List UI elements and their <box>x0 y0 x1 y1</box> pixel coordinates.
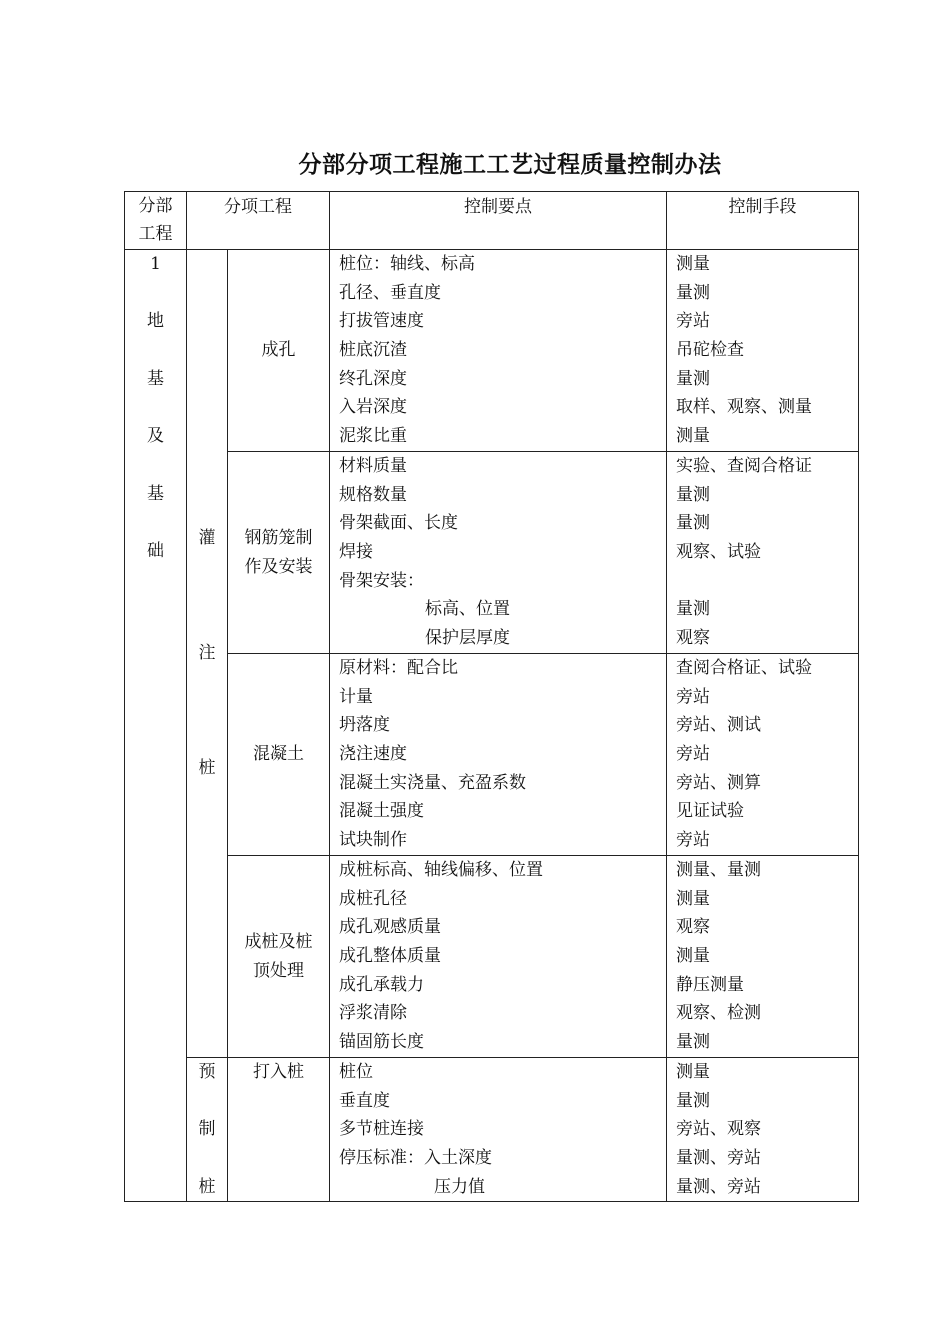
subitem-rebar-cage: 钢筋笼制 作及安装 <box>228 452 330 654</box>
table-row <box>125 856 859 1058</box>
cage-points: 材料质量 规格数量 骨架截面、长度 焊接 骨架安装： 标高、位置 保护层厚度 <box>330 452 667 654</box>
subitem-driven-pile: 打入桩 <box>228 1058 330 1202</box>
quality-control-table <box>124 191 859 1202</box>
division-cell: 1 地 基 及 基 础 <box>125 250 187 1202</box>
header-division: 分部 工程 <box>125 192 187 250</box>
subitem-pile-finishing: 成桩及桩 顶处理 <box>228 856 330 1058</box>
table-row <box>125 452 859 654</box>
subitem-drilling: 成孔 <box>228 250 330 452</box>
drilling-methods: 测量 量测 旁站 吊砣检查 量测 取样、观察、测量 测量 <box>667 250 859 452</box>
finishing-methods: 测量、量测 测量 观察 测量 静压测量 观察、检测 量测 <box>667 856 859 1058</box>
cage-methods: 实验、查阅合格证 量测 量测 观察、试验 量测 观察 <box>667 452 859 654</box>
table-header-row <box>125 192 859 250</box>
driven-methods: 测量 量测 旁站、观察 量测、旁站 量测、旁站 <box>667 1058 859 1202</box>
finishing-points: 成桩标高、轴线偏移、位置 成桩孔径 成孔观感质量 成孔整体质量 成孔承载力 浮浆清除 锚固筋长度 <box>330 856 667 1058</box>
concrete-points: 原材料：配合比 计量 坍落度 浇注速度 混凝土实浇量、充盈系数 混凝土强度 试块制作 <box>330 654 667 856</box>
concrete-methods: 查阅合格证、试验 旁站 旁站、测试 旁站 旁站、测算 见证试验 旁站 <box>667 654 859 856</box>
subitem-concrete: 混凝土 <box>228 654 330 856</box>
group-precast-pile: 预 制 桩 <box>187 1058 228 1202</box>
table-row <box>125 654 859 856</box>
header-subitem: 分项工程 <box>187 192 330 250</box>
driven-points: 桩位 垂直度 多节桩连接 停压标准：入土深度 压力值 <box>330 1058 667 1202</box>
header-control-points: 控制要点 <box>330 192 667 250</box>
document-title: 分部分项工程施工工艺过程质量控制办法 <box>298 151 722 178</box>
table-row <box>125 1058 859 1202</box>
drilling-points: 桩位：轴线、标高 孔径、垂直度 打拔管速度 桩底沉渣 终孔深度 入岩深度 泥浆比重 <box>330 250 667 452</box>
group-bored-pile: 灌 注 桩 <box>187 250 228 1058</box>
table-row <box>125 250 859 452</box>
header-control-methods: 控制手段 <box>667 192 859 250</box>
